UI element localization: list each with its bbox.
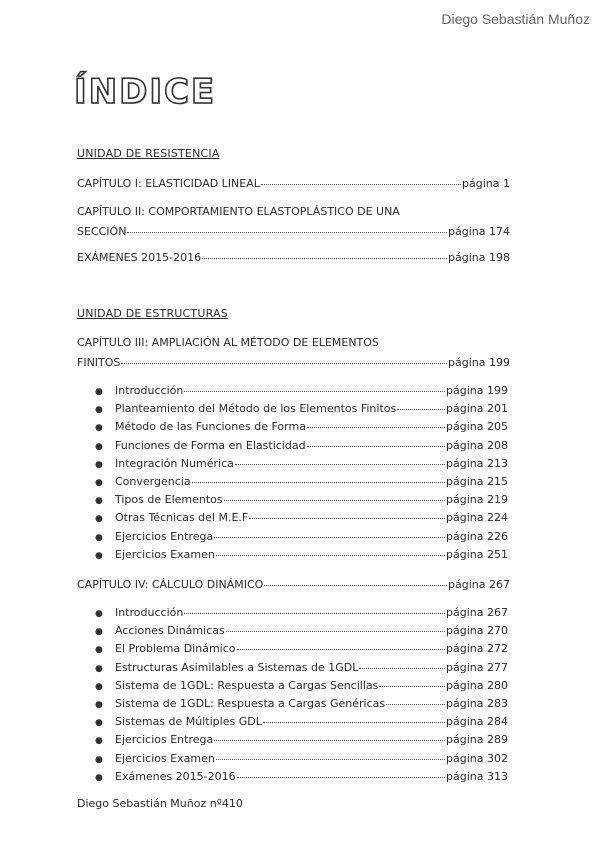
dot-leader: [235, 464, 445, 465]
dot-leader: [184, 613, 445, 614]
dot-leader: [214, 537, 445, 538]
toc-subentry: [95, 511, 508, 524]
toc-subentry-label: Funciones de Forma en Elasticidad: [115, 438, 306, 452]
toc-subentry-label: Ejercicios Examen: [115, 547, 215, 561]
toc-subentry: [95, 493, 508, 506]
bullet-icon: ●: [95, 772, 103, 783]
toc-page-ref: página 267: [448, 578, 510, 591]
toc-page-ref: página 226: [446, 529, 508, 543]
toc-entry-label: EXÁMENES 2015-2016: [77, 251, 202, 264]
toc-subentry-label: Ejercicios Entrega: [115, 529, 214, 543]
toc-page-ref: página 270: [446, 624, 508, 638]
toc-page-ref: página 215: [446, 475, 508, 488]
toc-entry-label: CAPÍTULO II: COMPORTAMIENTO ELASTOPLÁSTICO DE UNA: [77, 205, 400, 218]
dot-leader: [226, 631, 445, 632]
toc-subentry: [95, 548, 508, 561]
toc-entry-label-cont: SECCIÓN: [77, 225, 127, 238]
toc-page-ref: página 198: [448, 251, 510, 264]
toc-subentry: [95, 475, 508, 488]
toc-entry-exams-resistencia: [77, 251, 510, 264]
toc-subentry: [95, 770, 508, 783]
toc-subentry: [95, 661, 508, 674]
dot-leader: [249, 518, 445, 519]
toc-subentry: [95, 420, 508, 433]
toc-page-ref: página 289: [446, 733, 508, 747]
dot-leader: [263, 722, 445, 723]
bullet-icon: ●: [95, 681, 103, 692]
toc-page-ref: página 219: [446, 493, 508, 507]
toc-entry-label: CAPÍTULO III: AMPLIACIÓN AL MÉTODO DE ELEMENTOS: [77, 336, 379, 349]
bullet-icon: ●: [95, 550, 103, 561]
bullet-icon: ●: [95, 441, 103, 452]
toc-page-ref: página 277: [446, 660, 508, 674]
dot-leader: [216, 759, 445, 760]
bullet-icon: ●: [95, 423, 103, 434]
toc-subentry-label: Método de las Funciones de Forma: [115, 420, 306, 434]
bullet-icon: ●: [95, 718, 103, 729]
toc-subentry: [95, 402, 508, 415]
dot-leader: [237, 777, 445, 778]
toc-subentry: [95, 384, 508, 397]
toc-page-ref: página 205: [446, 420, 508, 434]
toc-subentry-label: Sistema de 1GDL: Respuesta a Cargas Sencillas: [115, 678, 379, 692]
toc-page-ref: página 213: [446, 456, 508, 470]
toc-page-ref: página 201: [446, 402, 508, 416]
toc-subentry: [95, 715, 508, 728]
page-title: ÍNDICE: [74, 72, 217, 112]
bullet-icon: ●: [95, 736, 103, 747]
dot-leader: [121, 363, 447, 364]
toc-subentry: [95, 752, 508, 765]
bullet-icon: ●: [95, 645, 103, 656]
footer-author: Diego Sebastián Muñoz nº410: [77, 797, 243, 810]
toc-subentry-label: El Problema Dinámico: [115, 642, 236, 656]
dot-leader: [237, 649, 446, 650]
toc-subentry: [95, 733, 508, 746]
toc-entry-cap1: [77, 177, 510, 190]
bullet-icon: ●: [95, 387, 103, 397]
dot-leader: [216, 555, 445, 556]
header-author: Diego Sebastián Muñoz: [441, 11, 590, 27]
toc-subentry-label: Ejercicios Examen: [115, 751, 215, 765]
dot-leader: [224, 500, 445, 501]
dot-leader: [261, 184, 461, 185]
toc-page-ref: página 313: [446, 769, 508, 783]
toc-page-ref: página 251: [446, 547, 508, 561]
toc-subentry-label: Planteamiento del Método de los Elementos Finitos: [115, 402, 397, 416]
toc-subentry: [95, 624, 508, 637]
bullet-icon: ●: [95, 459, 103, 470]
toc-page-ref: página 267: [446, 606, 508, 619]
toc-subentry: [95, 642, 508, 655]
bullet-icon: ●: [95, 609, 103, 619]
toc-subentry-label: Introducción: [115, 384, 184, 397]
dot-leader: [264, 585, 447, 586]
toc-entry-label: CAPÍTULO I: ELASTICIDAD LINEAL: [77, 177, 260, 190]
toc-subentry: [95, 530, 508, 543]
dot-leader: [202, 258, 447, 259]
dot-leader: [379, 686, 445, 687]
toc-page-ref: página 199: [448, 356, 510, 369]
toc-entry-cap4: [77, 578, 510, 591]
toc-page-ref: página 199: [446, 384, 508, 397]
toc-subentry-label: Integración Numérica: [115, 456, 234, 470]
bullet-icon: ●: [95, 478, 103, 488]
dot-leader: [359, 668, 445, 669]
toc-subentry-label: Introducción: [115, 606, 184, 619]
toc-page-ref: página 208: [446, 438, 508, 452]
toc-subentry-label: Convergencia: [115, 475, 191, 488]
toc-page-ref: página 283: [446, 697, 508, 710]
toc-subentry-label: Sistemas de Múltiples GDL: [115, 715, 262, 729]
toc-entry-cap2: [77, 205, 510, 238]
bullet-icon: ●: [95, 627, 103, 638]
bullet-icon: ●: [95, 754, 103, 765]
dot-leader: [386, 704, 445, 705]
toc-page-ref: página 224: [446, 511, 508, 525]
toc-subentry: [95, 679, 508, 692]
toc-subentry-label: Otras Técnicas del M.E.F: [115, 511, 249, 525]
dot-leader: [127, 232, 447, 233]
toc-subentry-label: Exámenes 2015-2016: [115, 769, 236, 783]
bullet-icon: ●: [95, 532, 103, 543]
toc-entry-cap3: [77, 336, 510, 369]
toc-subentry-label: Acciones Dinámicas: [115, 624, 225, 638]
toc-page-ref: página 1: [462, 177, 510, 190]
toc-page-ref: página 272: [446, 642, 508, 656]
toc-page-ref: página 280: [446, 678, 508, 692]
dot-leader: [184, 391, 445, 392]
bullet-icon: ●: [95, 405, 103, 416]
toc-entry-label: CAPÍTULO IV: CÁLCULO DINÁMICO: [77, 578, 264, 591]
section-heading-resistencia: UNIDAD DE RESISTENCIA: [77, 147, 220, 160]
toc-subentry-label: Tipos de Elementos: [115, 493, 223, 507]
bullet-icon: ●: [95, 496, 103, 507]
dot-leader: [397, 409, 445, 410]
toc-subentry-label: Ejercicios Entrega: [115, 733, 214, 747]
toc-subentry: [95, 439, 508, 452]
dot-leader: [307, 427, 445, 428]
bullet-icon: ●: [95, 700, 103, 710]
bullet-icon: ●: [95, 663, 103, 674]
toc-page-ref: página 302: [446, 751, 508, 765]
toc-subentry: [95, 606, 508, 619]
toc-subentry: [95, 697, 508, 710]
dot-leader: [307, 446, 445, 447]
toc-subentry-label: Sistema de 1GDL: Respuesta a Cargas Genéricas: [115, 697, 386, 710]
toc-subentry: [95, 457, 508, 470]
toc-subentry-label: Estructuras Asimilables a Sistemas de 1GDL: [115, 660, 359, 674]
bullet-icon: ●: [95, 514, 103, 525]
toc-page-ref: página 284: [446, 715, 508, 729]
section-heading-estructuras: UNIDAD DE ESTRUCTURAS: [77, 307, 228, 320]
dot-leader: [214, 740, 445, 741]
dot-leader: [192, 482, 445, 483]
toc-page-ref: página 174: [448, 225, 510, 238]
toc-entry-label-cont: FINITOS: [77, 356, 121, 369]
